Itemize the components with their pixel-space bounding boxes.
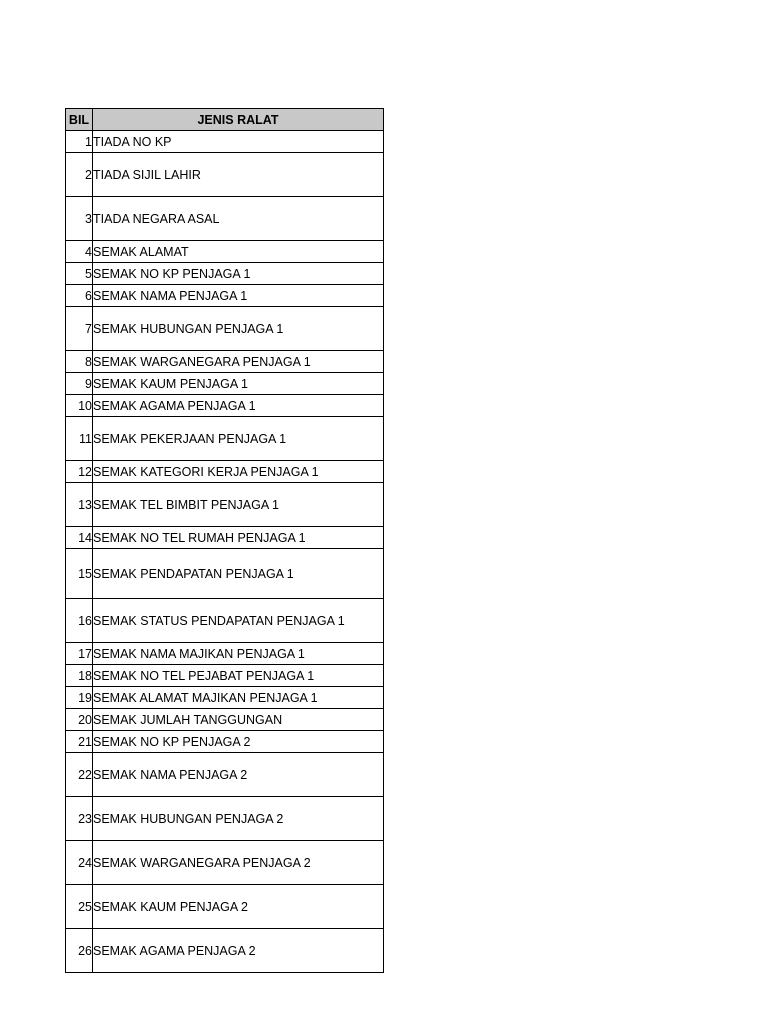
error-type-cell: SEMAK NAMA PENJAGA 2: [93, 753, 384, 797]
row-number: 22: [66, 753, 93, 797]
row-number: 14: [66, 527, 93, 549]
row-number: 18: [66, 665, 93, 687]
table-row: [66, 285, 384, 307]
error-type-cell: SEMAK AGAMA PENJAGA 2: [93, 929, 384, 973]
error-type-cell: SEMAK HUBUNGAN PENJAGA 1: [93, 307, 384, 351]
row-number: 3: [66, 197, 93, 241]
table-header-row: [66, 109, 384, 131]
row-number: 26: [66, 929, 93, 973]
table-row: [66, 643, 384, 665]
row-number: 4: [66, 241, 93, 263]
error-type-cell: SEMAK STATUS PENDAPATAN PENJAGA 1: [93, 599, 384, 643]
error-type-cell: SEMAK WARGANEGARA PENJAGA 1: [93, 351, 384, 373]
error-type-cell: SEMAK NO KP PENJAGA 2: [93, 731, 384, 753]
error-type-table: [65, 108, 384, 973]
table-row: [66, 417, 384, 461]
row-number: 10: [66, 395, 93, 417]
table-row: [66, 351, 384, 373]
error-type-cell: TIADA NO KP: [93, 131, 384, 153]
error-type-cell: SEMAK KATEGORI KERJA PENJAGA 1: [93, 461, 384, 483]
column-header-jenis-ralat: JENIS RALAT: [93, 109, 384, 131]
error-type-cell: SEMAK NO TEL PEJABAT PENJAGA 1: [93, 665, 384, 687]
row-number: 8: [66, 351, 93, 373]
row-number: 19: [66, 687, 93, 709]
table-row: [66, 307, 384, 351]
row-number: 16: [66, 599, 93, 643]
table-row: [66, 461, 384, 483]
row-number: 20: [66, 709, 93, 731]
row-number: 11: [66, 417, 93, 461]
table-row: [66, 599, 384, 643]
row-number: 6: [66, 285, 93, 307]
table-row: [66, 797, 384, 841]
error-type-cell: TIADA SIJIL LAHIR: [93, 153, 384, 197]
spreadsheet-page: [65, 108, 385, 958]
column-header-bil: BIL: [66, 109, 93, 131]
error-type-cell: SEMAK KAUM PENJAGA 1: [93, 373, 384, 395]
error-type-cell: SEMAK ALAMAT MAJIKAN PENJAGA 1: [93, 687, 384, 709]
row-number: 5: [66, 263, 93, 285]
table-row: [66, 483, 384, 527]
table-row: [66, 929, 384, 973]
table-row: [66, 131, 384, 153]
table-row: [66, 687, 384, 709]
row-number: 12: [66, 461, 93, 483]
table-row: [66, 753, 384, 797]
table-row: [66, 885, 384, 929]
error-type-cell: SEMAK NO TEL RUMAH PENJAGA 1: [93, 527, 384, 549]
error-type-cell: SEMAK KAUM PENJAGA 2: [93, 885, 384, 929]
table-row: [66, 263, 384, 285]
table-row: [66, 549, 384, 599]
error-type-cell: SEMAK PENDAPATAN PENJAGA 1: [93, 549, 384, 599]
table-row: [66, 373, 384, 395]
table-row: [66, 197, 384, 241]
table-row: [66, 153, 384, 197]
row-number: 21: [66, 731, 93, 753]
row-number: 24: [66, 841, 93, 885]
error-type-cell: TIADA NEGARA ASAL: [93, 197, 384, 241]
row-number: 17: [66, 643, 93, 665]
error-type-cell: SEMAK JUMLAH TANGGUNGAN: [93, 709, 384, 731]
error-type-cell: SEMAK HUBUNGAN PENJAGA 2: [93, 797, 384, 841]
table-row: [66, 665, 384, 687]
table-row: [66, 395, 384, 417]
table-row: [66, 841, 384, 885]
error-type-cell: SEMAK PEKERJAAN PENJAGA 1: [93, 417, 384, 461]
row-number: 13: [66, 483, 93, 527]
table-row: [66, 709, 384, 731]
row-number: 15: [66, 549, 93, 599]
table-row: [66, 241, 384, 263]
row-number: 9: [66, 373, 93, 395]
error-type-cell: SEMAK NAMA MAJIKAN PENJAGA 1: [93, 643, 384, 665]
error-type-cell: SEMAK NO KP PENJAGA 1: [93, 263, 384, 285]
row-number: 23: [66, 797, 93, 841]
error-type-cell: SEMAK NAMA PENJAGA 1: [93, 285, 384, 307]
row-number: 1: [66, 131, 93, 153]
table-row: [66, 731, 384, 753]
error-type-cell: SEMAK TEL BIMBIT PENJAGA 1: [93, 483, 384, 527]
error-type-cell: SEMAK WARGANEGARA PENJAGA 2: [93, 841, 384, 885]
error-type-cell: SEMAK AGAMA PENJAGA 1: [93, 395, 384, 417]
error-type-cell: SEMAK ALAMAT: [93, 241, 384, 263]
row-number: 25: [66, 885, 93, 929]
row-number: 2: [66, 153, 93, 197]
table-row: [66, 527, 384, 549]
row-number: 7: [66, 307, 93, 351]
